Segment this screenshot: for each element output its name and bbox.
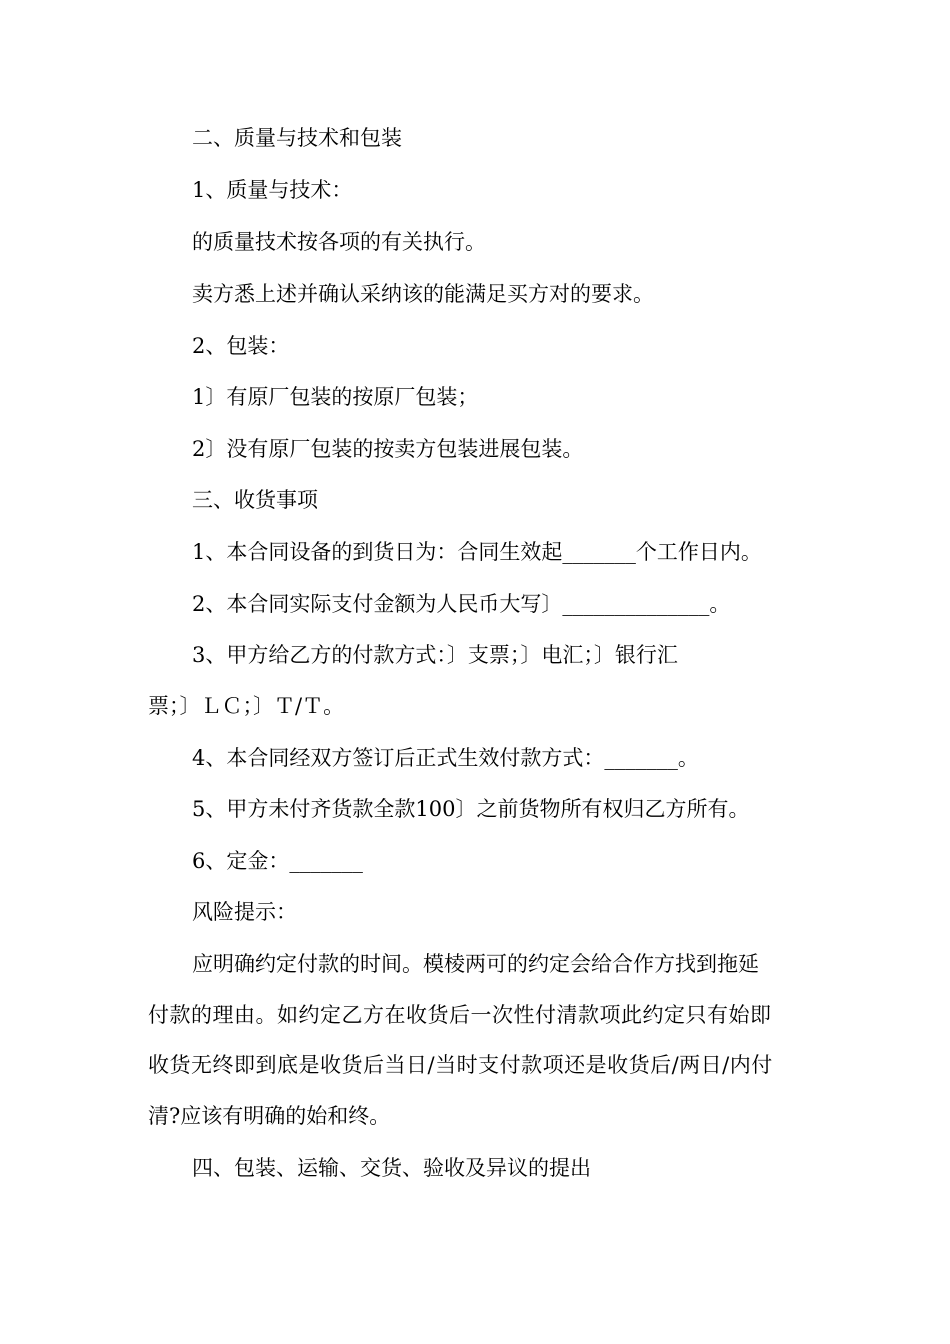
quality-tech-heading: 1、质量与技术： <box>192 178 353 202</box>
packaging-heading: 2、包装： <box>192 334 290 358</box>
quality-tech-paragraph-2: 卖方悉上述并确认采纳该的能满足买方对的要求。 <box>192 282 654 306</box>
payment-method-clause-line-1: 3、甲方给乙方的付款方式：〕支票；〕电汇；〕银行汇 <box>192 643 678 667</box>
packaging-item-1: 1〕有原厂包装的按原厂包装； <box>192 385 479 409</box>
risk-paragraph-line-4: 清?应该有明确的始和终。 <box>148 1104 391 1128</box>
effective-payment-clause: 4、本合同经双方签订后正式生效付款方式：_______。 <box>192 746 699 770</box>
ownership-clause: 5、甲方未付齐货款全款100〕之前货物所有权归乙方所有。 <box>192 797 750 821</box>
packaging-item-2: 2〕没有原厂包装的按卖方包装进展包装。 <box>192 437 584 461</box>
payment-method-clause-line-2: 票；〕ＬＣ；〕Ｔ/Ｔ。 <box>148 694 345 718</box>
deposit-clause: 6、定金：_______ <box>192 849 363 873</box>
delivery-date-clause: 1、本合同设备的到货日为：合同生效起_______个工作日内。 <box>192 540 762 564</box>
risk-paragraph-line-3: 收货无终即到底是收货后当日/当时支付款项还是收货后/两日/内付 <box>148 1053 773 1077</box>
section-3-heading: 三、收货事项 <box>192 488 318 512</box>
quality-tech-paragraph-1: 的质量技术按各项的有关执行。 <box>192 230 486 254</box>
risk-heading: 风险提示： <box>192 900 297 924</box>
risk-paragraph-line-2: 付款的理由。如约定乙方在收货后一次性付清款项此约定只有始即 <box>148 1003 772 1027</box>
section-2-heading: 二、质量与技术和包装 <box>192 126 402 150</box>
section-4-heading: 四、包装、运输、交货、验收及异议的提出 <box>192 1156 591 1180</box>
payment-amount-clause: 2、本合同实际支付金额为人民币大写〕______________。 <box>192 592 731 616</box>
risk-paragraph-line-1: 应明确约定付款的时间。模棱两可的约定会给合作方找到拖延 <box>192 952 759 976</box>
